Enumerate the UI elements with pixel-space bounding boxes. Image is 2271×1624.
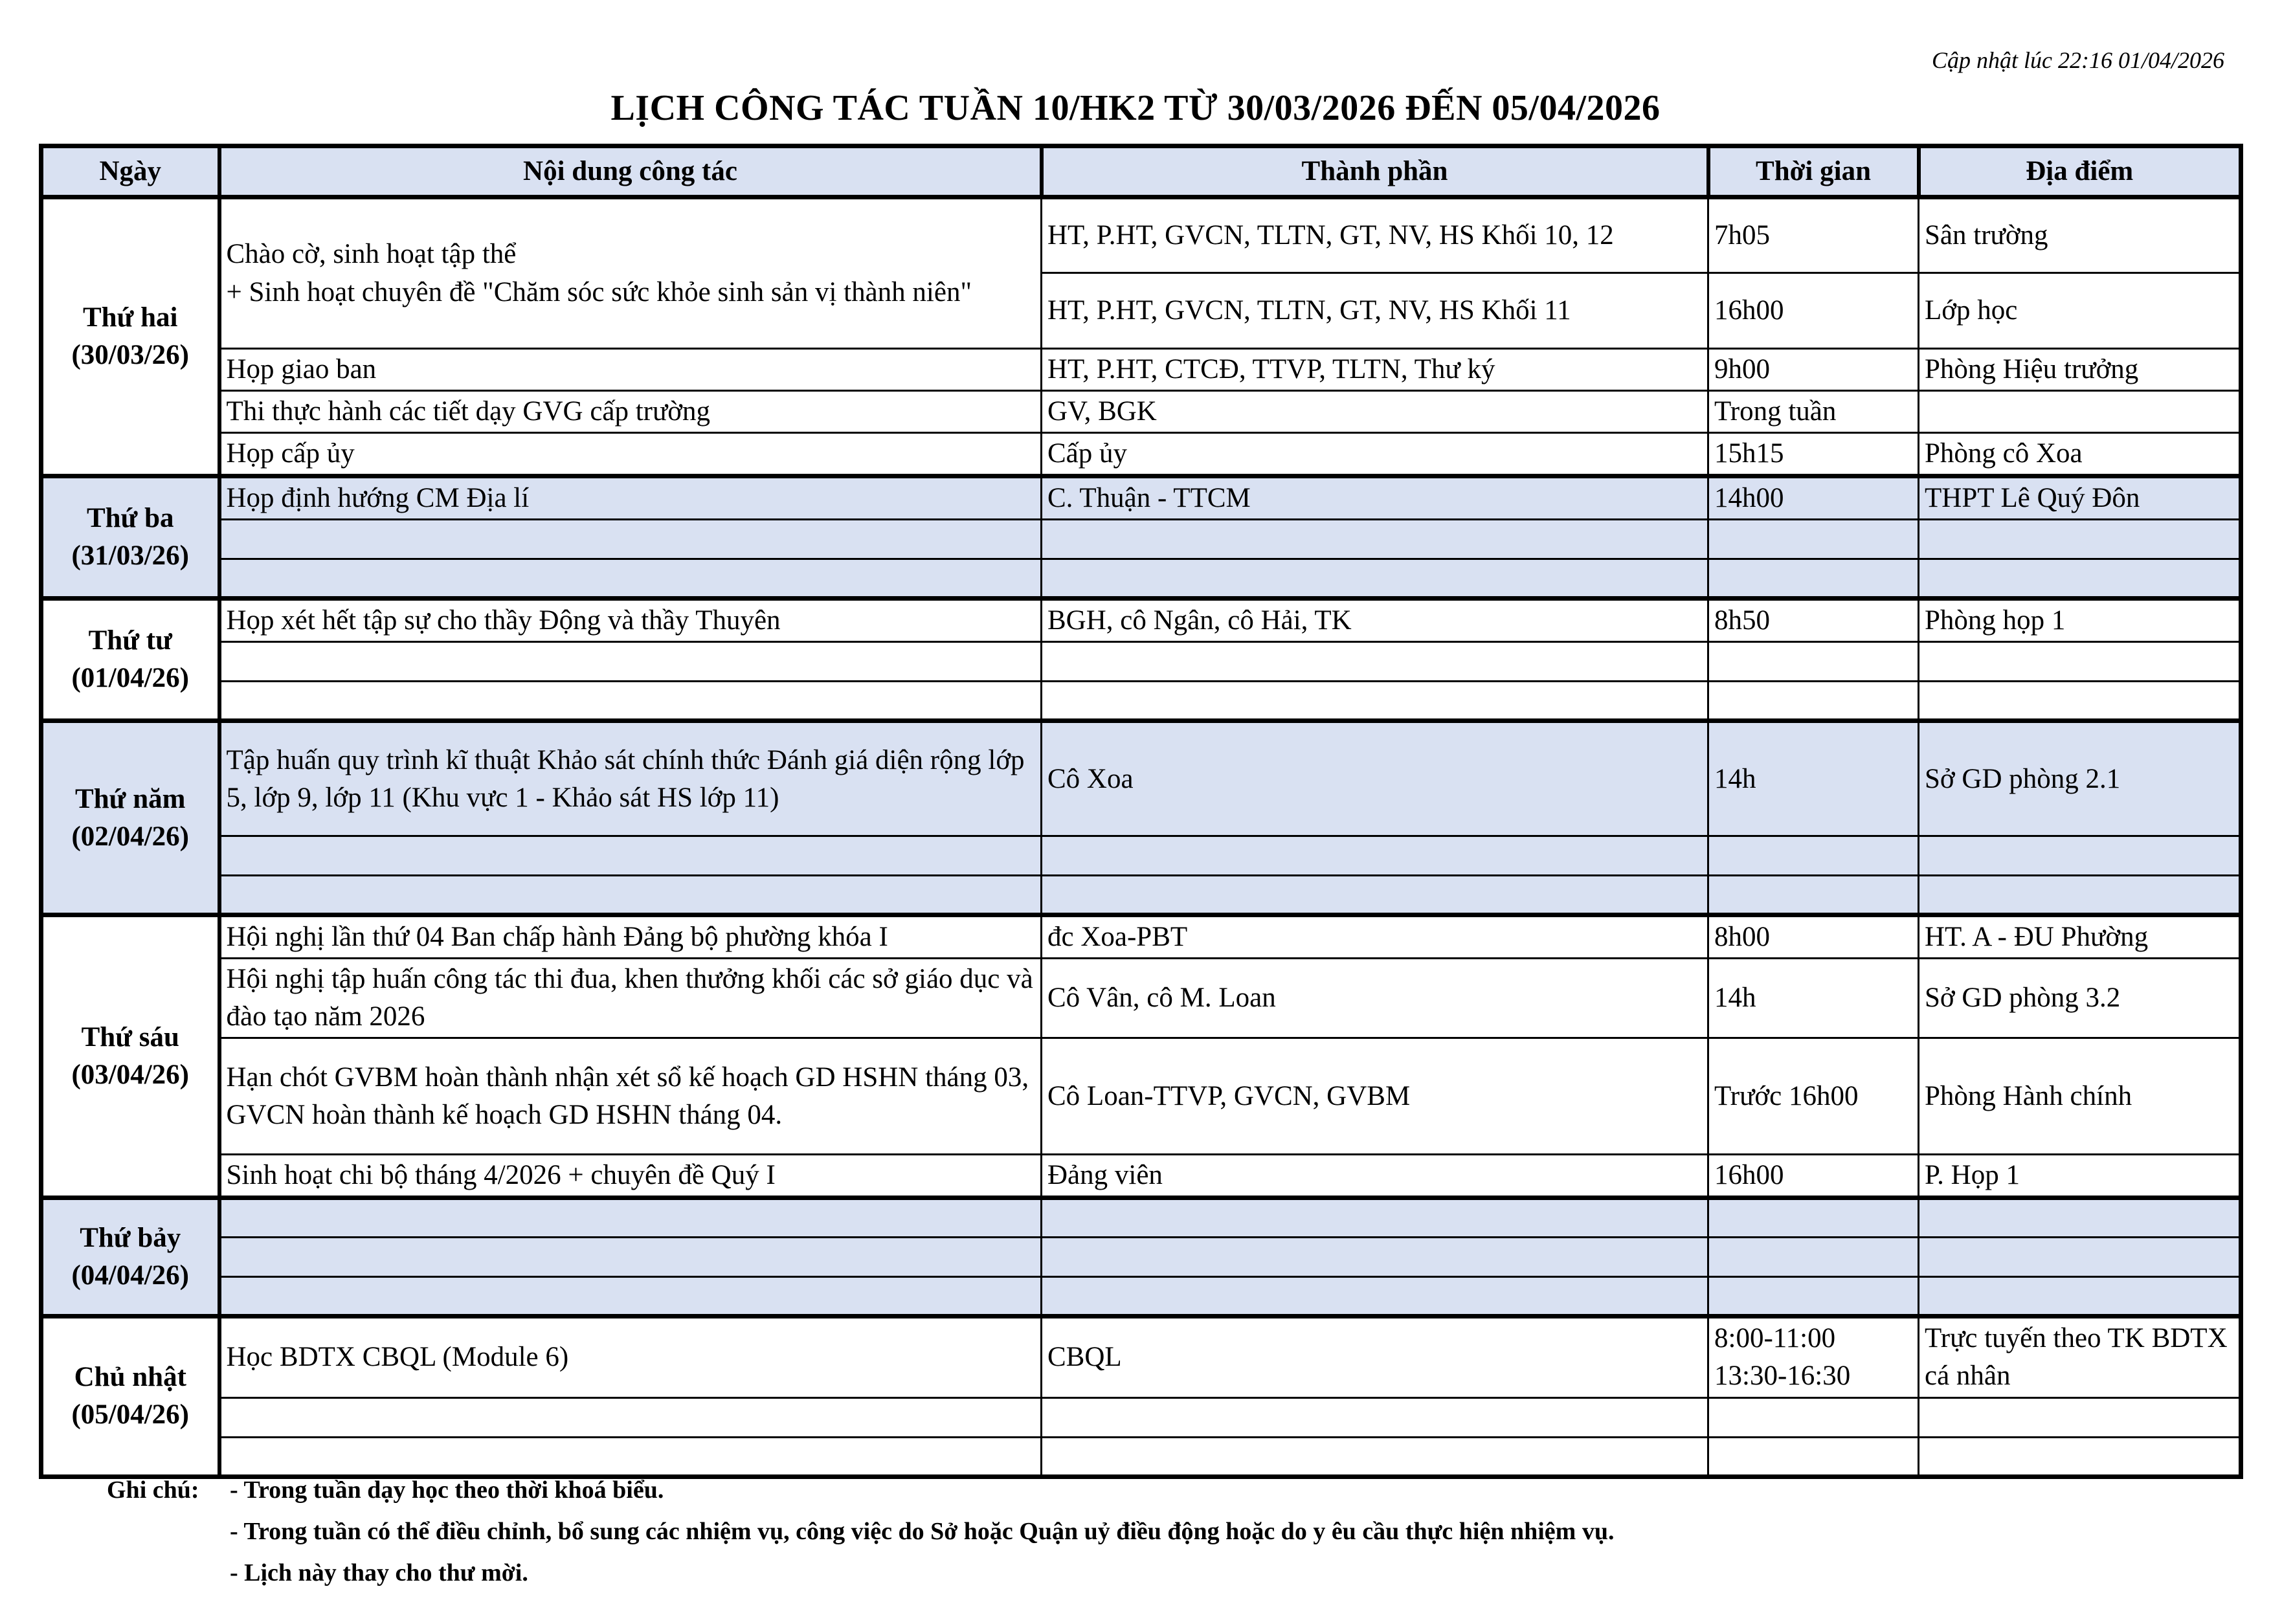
table-row xyxy=(41,197,2241,273)
members-cell: Cô Vân, cô M. Loan xyxy=(1042,959,1708,1038)
place-cell xyxy=(1919,1397,2241,1437)
day-group-monday xyxy=(41,197,2241,476)
day-cell xyxy=(41,599,219,721)
time-cell: 8h50 xyxy=(1708,599,1919,642)
day-name: Thứ sáu xyxy=(81,1022,179,1053)
place-cell xyxy=(1919,520,2241,559)
place-cell xyxy=(1919,559,2241,599)
place-cell: Lớp học xyxy=(1919,273,2241,349)
content-cell: Học BDTX CBQL (Module 6) xyxy=(219,1317,1042,1397)
content-cell: Họp giao ban xyxy=(219,349,1042,391)
place-cell xyxy=(1919,682,2241,721)
content-cell: Hạn chót GVBM hoàn thành nhận xét sổ kế hoạch GD HSHN tháng 03, GVCN hoàn thành kế hoạch GD HSHN tháng 04. xyxy=(219,1038,1042,1155)
members-cell: CBQL xyxy=(1042,1317,1708,1397)
members-cell xyxy=(1042,1238,1708,1277)
table-row xyxy=(41,520,2241,559)
time-cell xyxy=(1708,1238,1919,1277)
content-cell: Họp cấp ủy xyxy=(219,433,1042,476)
time-cell: Trước 16h00 xyxy=(1708,1038,1919,1155)
members-cell xyxy=(1042,682,1708,721)
day-date: (31/03/26) xyxy=(71,540,190,572)
day-cell xyxy=(41,197,219,476)
members-cell: đc Xoa-PBT xyxy=(1042,915,1708,959)
place-cell: THPT Lê Quý Đôn xyxy=(1919,476,2241,520)
time-cell xyxy=(1708,1437,1919,1476)
place-cell xyxy=(1919,876,2241,915)
members-cell xyxy=(1042,559,1708,599)
members-cell xyxy=(1042,642,1708,682)
table-row xyxy=(41,682,2241,721)
table-row xyxy=(41,721,2241,836)
last-updated: Cập nhật lúc 22:16 01/04/2026 xyxy=(1932,47,2224,73)
members-cell: Cô Xoa xyxy=(1042,721,1708,836)
notes-list xyxy=(107,1469,1614,1594)
place-cell: Phòng Hành chính xyxy=(1919,1038,2241,1155)
day-cell xyxy=(41,476,219,599)
content-cell: Tập huấn quy trình kĩ thuật Khảo sát chính thức Đánh giá diện rộng lớp 5, lớp 9, lớp 11 (Khu vực 1 - Khảo sát HS lớp 11) xyxy=(219,721,1042,836)
header-place: Địa điểm xyxy=(1919,146,2241,197)
time-cell xyxy=(1708,836,1919,876)
header-day: Ngày xyxy=(41,146,219,197)
day-group-tuesday xyxy=(41,476,2241,599)
time-cell: 8:00-11:00 13:30-16:30 xyxy=(1708,1317,1919,1397)
content-cell xyxy=(219,1397,1042,1437)
content-cell xyxy=(219,559,1042,599)
members-cell: HT, P.HT, GVCN, TLTN, GT, NV, HS Khối 11 xyxy=(1042,273,1708,349)
content-cell xyxy=(219,1238,1042,1277)
content-cell xyxy=(219,1198,1042,1238)
content-cell xyxy=(219,836,1042,876)
page-title: LỊCH CÔNG TÁC TUẦN 10/HK2 TỪ 30/03/2026 ĐẾN 05/04/2026 xyxy=(610,88,1661,128)
table-row xyxy=(41,599,2241,642)
time-cell xyxy=(1708,642,1919,682)
day-date: (04/04/26) xyxy=(71,1260,190,1291)
members-cell: C. Thuận - TTCM xyxy=(1042,476,1708,520)
content-cell: Hội nghị lần thứ 04 Ban chấp hành Đảng bộ phường khóa I xyxy=(219,915,1042,959)
content-cell: Thi thực hành các tiết dạy GVG cấp trường xyxy=(219,391,1042,433)
place-cell xyxy=(1919,1238,2241,1277)
day-name: Thứ tư xyxy=(88,625,172,656)
content-cell: Chào cờ, sinh hoạt tập thể + Sinh hoạt chuyên đề "Chăm sóc sức khỏe sinh sản vị thành niên" xyxy=(219,197,1042,349)
time-cell: Trong tuần xyxy=(1708,391,1919,433)
place-cell: Trực tuyến theo TK BDTX cá nhân xyxy=(1919,1317,2241,1397)
place-cell: Phòng Hiệu trưởng xyxy=(1919,349,2241,391)
members-cell: Cô Loan-TTVP, GVCN, GVBM xyxy=(1042,1038,1708,1155)
time-cell: 14h xyxy=(1708,721,1919,836)
time-cell: 7h05 xyxy=(1708,197,1919,273)
table-row xyxy=(41,559,2241,599)
time-cell xyxy=(1708,1198,1919,1238)
place-cell: Sở GD phòng 2.1 xyxy=(1919,721,2241,836)
content-cell xyxy=(219,682,1042,721)
time-cell xyxy=(1708,682,1919,721)
table-row xyxy=(41,391,2241,433)
day-date: (30/03/26) xyxy=(71,340,190,371)
place-cell: Sân trường xyxy=(1919,197,2241,273)
content-cell: Hội nghị tập huấn công tác thi đua, khen thưởng khối các sở giáo dục và đào tạo năm 2026 xyxy=(219,959,1042,1038)
members-cell xyxy=(1042,1198,1708,1238)
time-cell xyxy=(1708,876,1919,915)
place-cell xyxy=(1919,391,2241,433)
day-cell xyxy=(41,915,219,1198)
table-row xyxy=(41,1238,2241,1277)
time-cell: 16h00 xyxy=(1708,1155,1919,1198)
place-cell xyxy=(1919,1198,2241,1238)
place-cell xyxy=(1919,642,2241,682)
table-row xyxy=(41,1198,2241,1238)
table-row xyxy=(41,915,2241,959)
day-name: Thứ hai xyxy=(82,302,178,333)
time-cell xyxy=(1708,1397,1919,1437)
place-cell xyxy=(1919,1277,2241,1317)
table-row xyxy=(41,476,2241,520)
day-name: Thứ bảy xyxy=(80,1223,181,1254)
note-item: - Lịch này thay cho thư mời. xyxy=(230,1559,528,1586)
table-row xyxy=(41,349,2241,391)
time-cell xyxy=(1708,559,1919,599)
time-cell: 15h15 xyxy=(1708,433,1919,476)
members-cell: BGH, cô Ngân, cô Hải, TK xyxy=(1042,599,1708,642)
day-group-wednesday xyxy=(41,599,2241,721)
day-name: Chủ nhật xyxy=(74,1362,186,1393)
header-row xyxy=(41,146,2241,197)
members-cell xyxy=(1042,520,1708,559)
day-cell xyxy=(41,721,219,915)
place-cell: Phòng họp 1 xyxy=(1919,599,2241,642)
day-name: Thứ năm xyxy=(75,783,186,814)
members-cell xyxy=(1042,1277,1708,1317)
content-cell xyxy=(219,642,1042,682)
time-cell: 8h00 xyxy=(1708,915,1919,959)
notes xyxy=(107,1469,1614,1594)
content-cell xyxy=(219,1277,1042,1317)
members-cell: GV, BGK xyxy=(1042,391,1708,433)
place-cell xyxy=(1919,1437,2241,1476)
members-cell xyxy=(1042,1397,1708,1437)
header-members: Thành phần xyxy=(1042,146,1708,197)
content-cell xyxy=(219,520,1042,559)
day-group-saturday xyxy=(41,1198,2241,1317)
day-date: (02/04/26) xyxy=(71,821,190,852)
members-cell: Đảng viên xyxy=(1042,1155,1708,1198)
table-row xyxy=(41,1317,2241,1397)
day-date: (01/04/26) xyxy=(71,663,190,694)
members-cell xyxy=(1042,836,1708,876)
day-cell xyxy=(41,1317,219,1476)
day-group-friday xyxy=(41,915,2241,1198)
content-cell xyxy=(219,876,1042,915)
day-group-sunday xyxy=(41,1317,2241,1476)
schedule-table xyxy=(39,144,2243,1479)
time-cell: 14h xyxy=(1708,959,1919,1038)
content-cell: Họp định hướng CM Địa lí xyxy=(219,476,1042,520)
place-cell xyxy=(1919,836,2241,876)
table-row xyxy=(41,1155,2241,1198)
notes-label: Ghi chú: xyxy=(107,1476,199,1504)
place-cell: Sở GD phòng 3.2 xyxy=(1919,959,2241,1038)
members-cell xyxy=(1042,876,1708,915)
header-content: Nội dung công tác xyxy=(219,146,1042,197)
day-name: Thứ ba xyxy=(86,503,174,534)
table-row xyxy=(41,642,2241,682)
table-row xyxy=(41,836,2241,876)
members-cell: HT, P.HT, GVCN, TLTN, GT, NV, HS Khối 10, 12 xyxy=(1042,197,1708,273)
content-cell: Sinh hoạt chi bộ tháng 4/2026 + chuyên đề Quý I xyxy=(219,1155,1042,1198)
day-group-thursday xyxy=(41,721,2241,915)
time-cell: 9h00 xyxy=(1708,349,1919,391)
note-item: - Trong tuần dạy học theo thời khoá biểu. xyxy=(230,1476,664,1504)
place-cell: HT. A - ĐU Phường xyxy=(1919,915,2241,959)
time-cell: 14h00 xyxy=(1708,476,1919,520)
table-row xyxy=(41,876,2241,915)
note-item: - Trong tuần có thể điều chỉnh, bổ sung các nhiệm vụ, công việc do Sở hoặc Quận uỷ điều động hoặc do y êu cầu thực hiện nhiệm vụ. xyxy=(230,1518,1615,1545)
members-cell: HT, P.HT, CTCĐ, TTVP, TLTN, Thư ký xyxy=(1042,349,1708,391)
table-row xyxy=(41,959,2241,1038)
time-cell xyxy=(1708,1277,1919,1317)
table-row xyxy=(41,1277,2241,1317)
header-time: Thời gian xyxy=(1708,146,1919,197)
place-cell: P. Họp 1 xyxy=(1919,1155,2241,1198)
table-row xyxy=(41,433,2241,476)
table-row xyxy=(41,1038,2241,1155)
content-cell: Họp xét hết tập sự cho thầy Động và thầy Thuyên xyxy=(219,599,1042,642)
time-cell xyxy=(1708,520,1919,559)
place-cell: Phòng cô Xoa xyxy=(1919,433,2241,476)
time-cell: 16h00 xyxy=(1708,273,1919,349)
table-row xyxy=(41,1397,2241,1437)
day-date: (05/04/26) xyxy=(71,1399,190,1430)
members-cell: Cấp ủy xyxy=(1042,433,1708,476)
day-cell xyxy=(41,1198,219,1317)
day-date: (03/04/26) xyxy=(71,1060,190,1091)
